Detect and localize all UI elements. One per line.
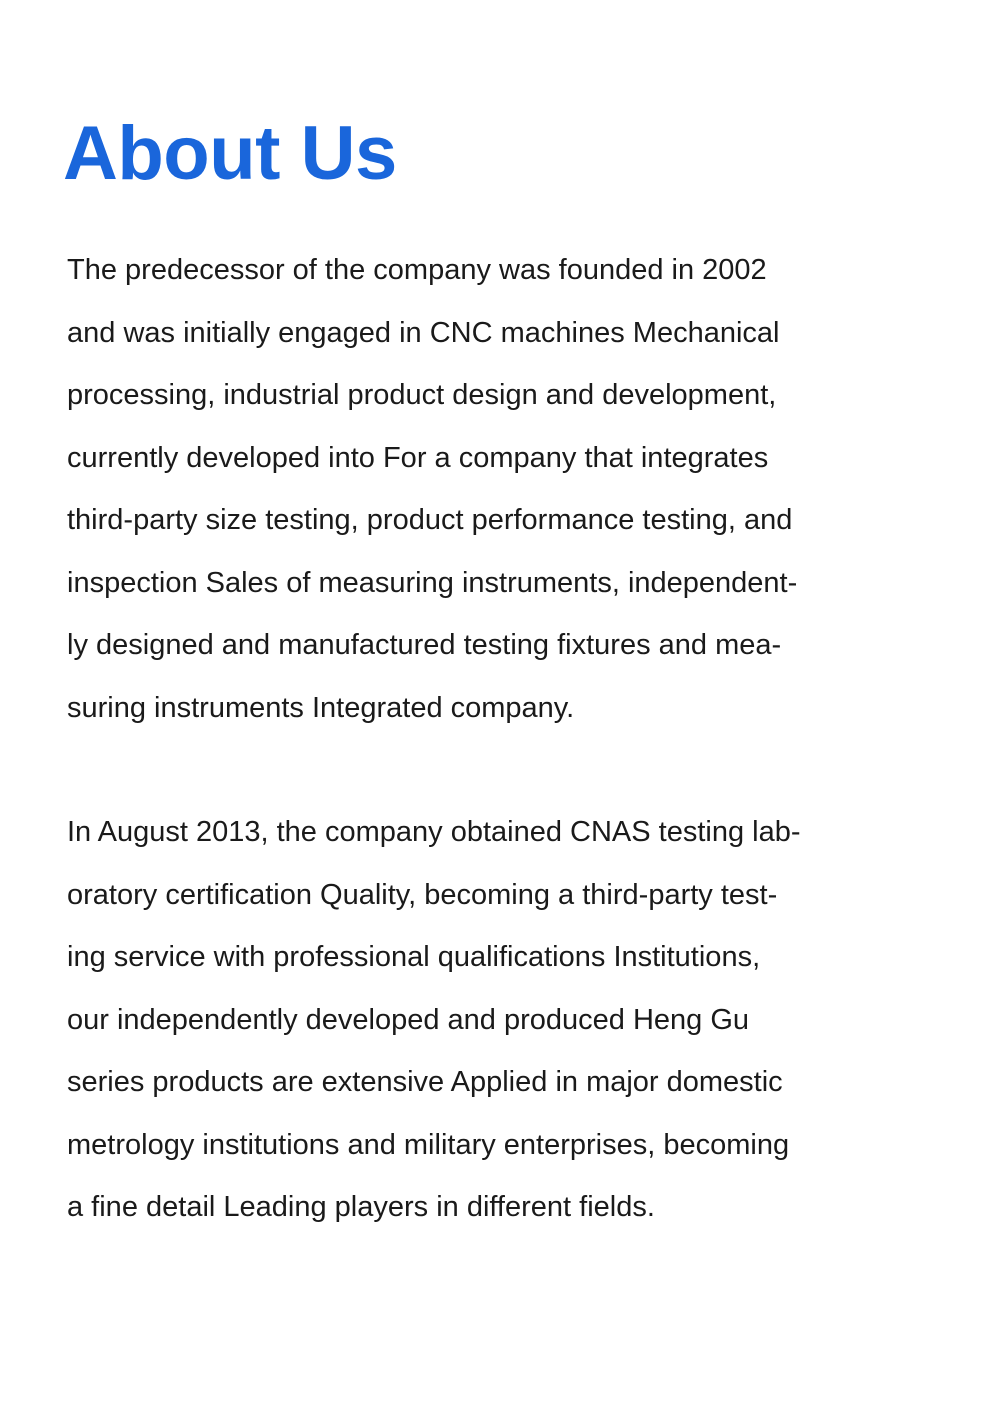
paragraph-line: The predecessor of the company was founded in 2002 bbox=[67, 254, 767, 286]
paragraph-history bbox=[67, 239, 797, 739]
paragraph-line: suring instruments Integrated company. bbox=[67, 691, 575, 724]
paragraph-line: ing service with professional qualifications Institutions, bbox=[67, 941, 761, 973]
paragraph-line: series products are extensive Applied in major domestic bbox=[67, 1066, 783, 1098]
paragraph-certification bbox=[67, 801, 801, 1239]
paragraph-line: metrology institutions and military enterprises, becoming bbox=[67, 1128, 790, 1161]
paragraph-line: processing, industrial product design and development, bbox=[67, 379, 777, 411]
page-title: About Us bbox=[63, 111, 397, 196]
paragraph-line: third-party size testing, product performance testing, and bbox=[67, 504, 793, 536]
paragraph-line: our independently developed and produced Heng Gu bbox=[67, 1003, 750, 1036]
paragraph-line: In August 2013, the company obtained CNAS testing lab- bbox=[67, 816, 801, 848]
paragraph-line: oratory certification Quality, becoming a third-party test- bbox=[67, 878, 778, 911]
paragraph-line: ly designed and manufactured testing fixtures and mea- bbox=[67, 629, 782, 661]
paragraph-line: and was initially engaged in CNC machines Mechanical bbox=[67, 316, 780, 349]
paragraph-line: a fine detail Leading players in different fields. bbox=[67, 1191, 655, 1223]
paragraph-line: currently developed into For a company that integrates bbox=[67, 441, 769, 474]
paragraph-line: inspection Sales of measuring instruments, independent- bbox=[67, 566, 798, 599]
